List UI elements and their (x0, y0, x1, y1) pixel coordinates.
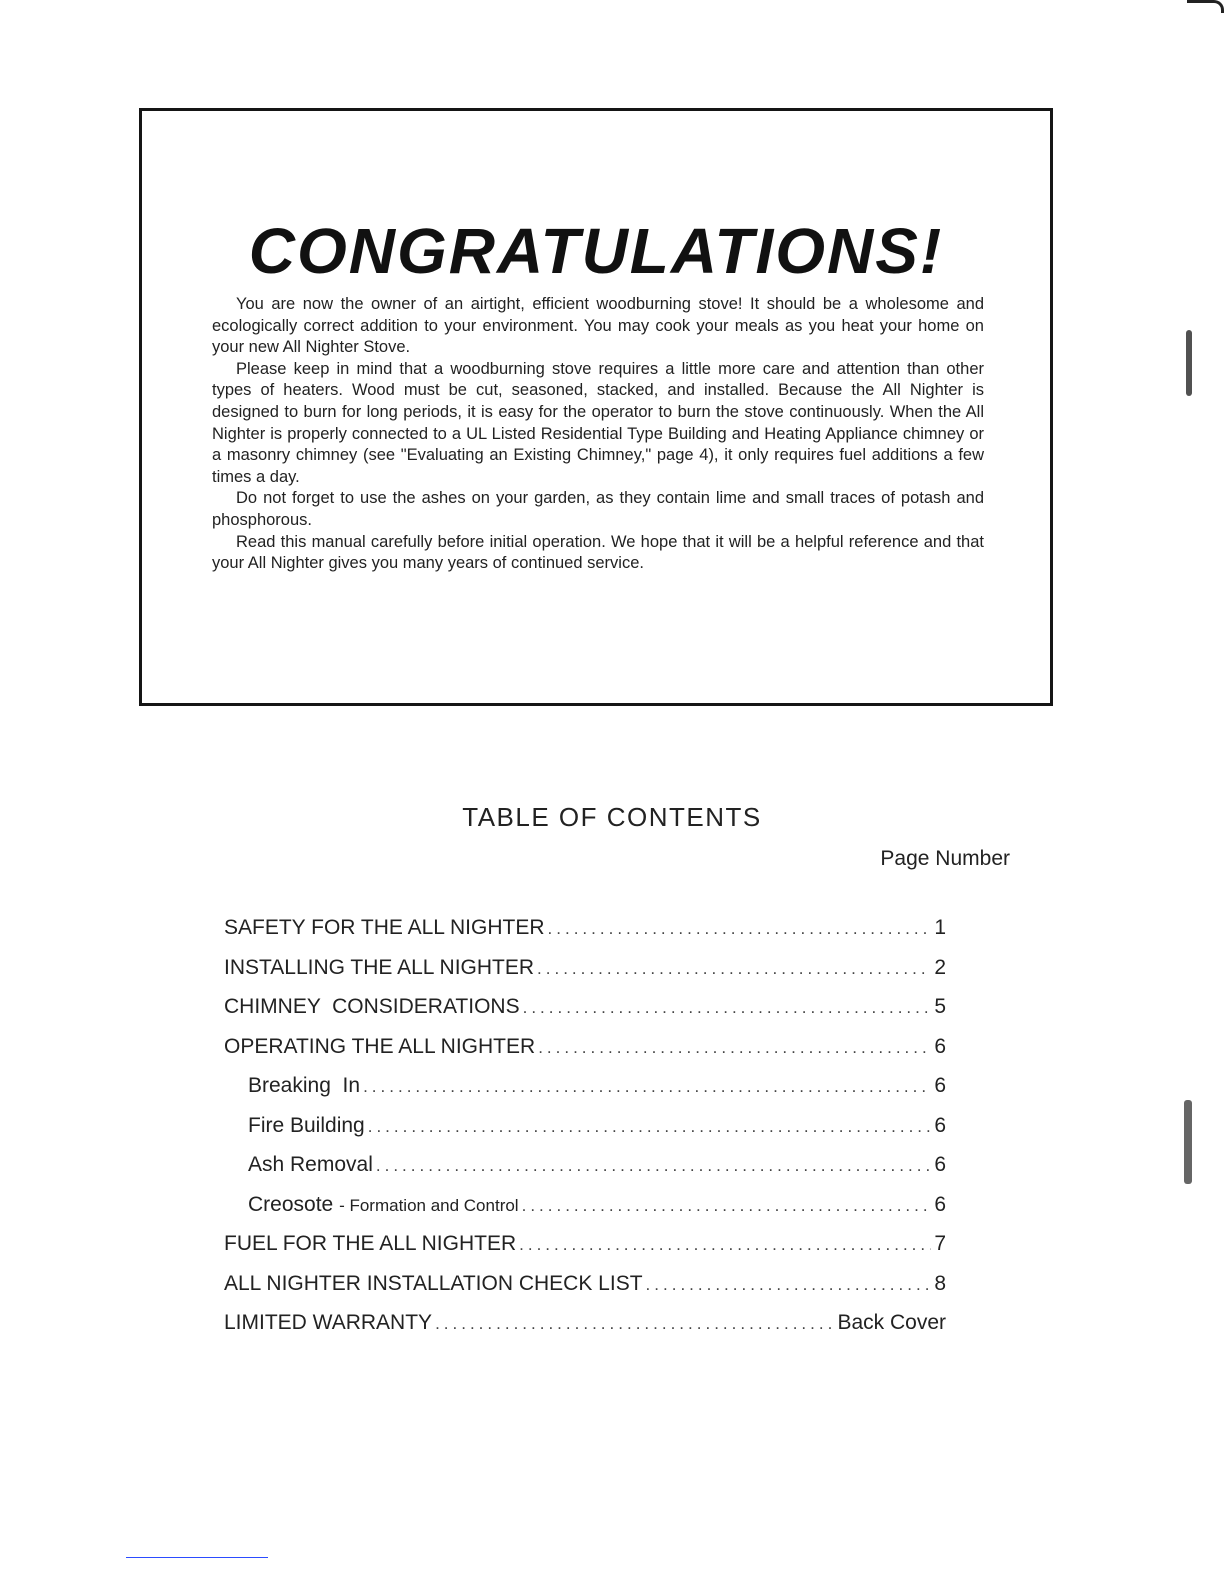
toc-leader-dots (537, 959, 931, 979)
toc-entry-safety[interactable] (224, 916, 946, 956)
toc-entry-chimney[interactable] (224, 995, 946, 1035)
intro-paragraph: Read this manual carefully before initial operation. We hope that it will be a helpful reference and that your All Nighter gives you many years of continued service. (212, 532, 984, 573)
toc-entry-page: 6 (934, 1113, 946, 1137)
toc-leader-dots (363, 1077, 931, 1097)
scan-edge-mark (1186, 330, 1192, 396)
toc-entry-page: Back Cover (837, 1311, 946, 1334)
toc-leader-dots (646, 1275, 932, 1295)
toc-entry-page: 7 (934, 1232, 946, 1255)
toc-leader-dots (519, 1235, 931, 1255)
toc-leader-dots (538, 1038, 931, 1058)
toc-entry-warranty[interactable] (224, 1311, 946, 1351)
toc-leader-dots (548, 919, 932, 939)
toc-entry-label: LIMITED WARRANTY (224, 1311, 433, 1334)
toc-entry-page: 6 (934, 1034, 946, 1058)
toc-entry-page: 5 (934, 995, 946, 1018)
toc-entry-label (248, 1193, 519, 1217)
toc-leader-dots (523, 998, 932, 1018)
toc-entry-label: Fire Building (248, 1113, 365, 1137)
congratulations-box (139, 108, 1053, 706)
intro-text (212, 294, 984, 575)
toc-entry-page: 8 (934, 1271, 946, 1295)
toc-leader-dots (368, 1117, 932, 1137)
toc-entry-label: OPERATING THE ALL NIGHTER (224, 1034, 536, 1058)
intro-paragraph: Please keep in mind that a woodburning stove requires a little more care and attention than other types of heaters. Wood must be cut, seasoned, stacked, and installed. Because the All Nighter is designed to burn for long periods, it is easy for the operator to burn the stove continuously. When the All Nighter is properly connected to a UL Listed Residential Type Building and Heating Appliance chimney or a masonry chimney (see "Evaluating an Existing Chimney," page 4), it only requires fuel additions a few times a day. (212, 359, 984, 486)
toc-entry-label: Breaking In (248, 1074, 361, 1097)
table-of-contents (224, 916, 946, 1351)
toc-entry-page: 6 (934, 1074, 946, 1097)
page-corner-mark (1187, 0, 1224, 13)
toc-entry-installing[interactable] (224, 956, 946, 996)
toc-entry-label: CHIMNEY CONSIDERATIONS (224, 995, 520, 1018)
toc-entry-label: Ash Removal (248, 1153, 373, 1176)
toc-entry-fire-building[interactable] (224, 1114, 946, 1154)
footer-rule (126, 1557, 268, 1558)
toc-entry-label: ALL NIGHTER INSTALLATION CHECK LIST (224, 1271, 643, 1295)
toc-entry-operating[interactable] (224, 1035, 946, 1075)
toc-entry-label: SAFETY FOR THE ALL NIGHTER (224, 916, 545, 939)
toc-entry-page: 1 (934, 916, 946, 939)
toc-leader-dots (522, 1196, 932, 1216)
toc-entry-ash-removal[interactable] (224, 1153, 946, 1193)
congratulations-heading: CONGRATULATIONS! (248, 214, 944, 287)
toc-entry-label: INSTALLING THE ALL NIGHTER (224, 955, 535, 979)
toc-entry-label-main: Creosote (248, 1192, 334, 1216)
toc-entry-fuel[interactable] (224, 1232, 946, 1272)
toc-title: TABLE OF CONTENTS (462, 802, 762, 832)
toc-entry-page: 6 (934, 1192, 946, 1216)
intro-paragraph: You are now the owner of an airtight, efficient woodburning stove! It should be a wholesome and ecologically correct addition to your environment. You may cook your meals as you heat your home on your new All Nighter Stove. (212, 295, 984, 357)
toc-leader-dots (435, 1314, 834, 1334)
intro-paragraph: Do not forget to use the ashes on your garden, as they contain lime and small traces of potash and phosphorous. (212, 489, 984, 529)
toc-entry-note: - Formation and Control (339, 1195, 519, 1215)
scan-edge-mark (1184, 1100, 1192, 1184)
toc-entry-breaking-in[interactable] (224, 1074, 946, 1114)
toc-entry-page: 2 (934, 955, 946, 979)
toc-entry-page: 6 (934, 1153, 946, 1176)
toc-entry-label: FUEL FOR THE ALL NIGHTER (224, 1232, 517, 1255)
toc-entry-creosote[interactable] (224, 1193, 946, 1233)
page-number-column-label: Page Number (880, 847, 1010, 870)
toc-entry-check-list[interactable] (224, 1272, 946, 1312)
toc-leader-dots (376, 1156, 931, 1176)
